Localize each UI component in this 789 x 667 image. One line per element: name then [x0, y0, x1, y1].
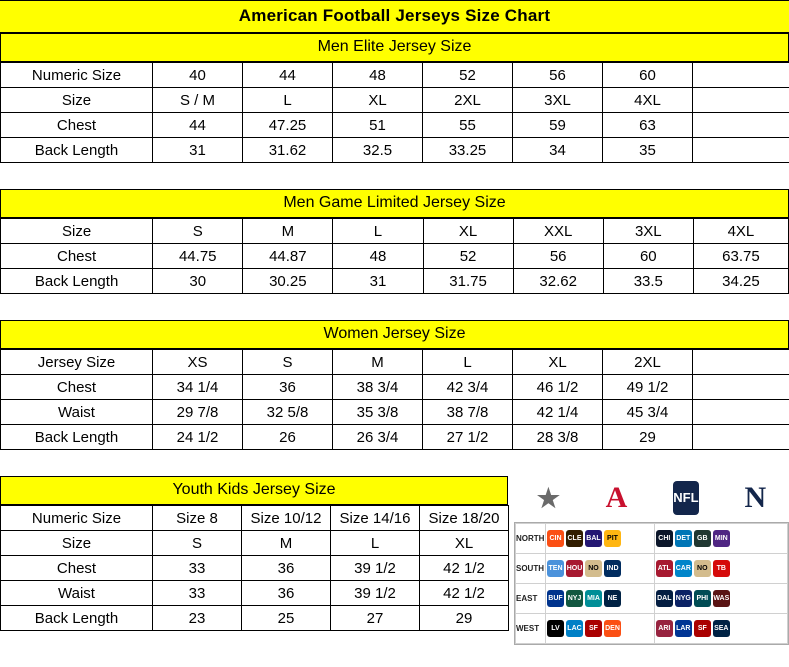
cell: 40 — [153, 63, 243, 88]
cell: M — [333, 350, 423, 375]
division-label-west: WEST — [516, 614, 546, 644]
team-badge: NE — [604, 590, 621, 607]
cell: 4XL — [693, 219, 788, 244]
team-badge: PHI — [694, 590, 711, 607]
section-gap — [0, 163, 789, 189]
cell: 36 — [243, 375, 333, 400]
cell: 26 — [243, 425, 333, 450]
cell: 31.62 — [243, 138, 333, 163]
afc-east-teams — [546, 584, 655, 614]
afc-north-teams — [546, 524, 655, 554]
cell: 38 3/4 — [333, 375, 423, 400]
team-badge: DAL — [656, 590, 673, 607]
section-men-elite — [0, 33, 789, 163]
row-header: Waist — [1, 581, 153, 606]
cell: 30.25 — [243, 269, 333, 294]
cell: Size 18/20 — [420, 506, 509, 531]
cell: 52 — [423, 244, 513, 269]
team-badge: MIA — [585, 590, 602, 607]
cell: 42 3/4 — [423, 375, 513, 400]
cell: XL — [513, 350, 603, 375]
league-logo-row — [514, 476, 789, 520]
cell: L — [333, 219, 423, 244]
division-row — [516, 584, 788, 614]
cell: 26 3/4 — [333, 425, 423, 450]
afc-west-teams — [546, 614, 655, 644]
cell: 2XL — [603, 350, 693, 375]
cell: 25 — [242, 606, 331, 631]
row-header: Jersey Size — [1, 350, 153, 375]
table-row — [1, 556, 509, 581]
team-badge: WAS — [713, 590, 730, 607]
cell: 42 1/2 — [420, 556, 509, 581]
cell: 60 — [603, 244, 693, 269]
cell: M — [242, 531, 331, 556]
cell: 49 1/2 — [603, 375, 693, 400]
table-row — [1, 400, 789, 425]
nfc-logo-icon: N — [744, 481, 767, 514]
cell: S — [243, 350, 333, 375]
cell: 51 — [333, 113, 423, 138]
division-table — [515, 523, 788, 644]
team-badge: PIT — [604, 530, 621, 547]
team-badge: CHI — [656, 530, 673, 547]
cell-empty — [693, 400, 789, 425]
cell: 44 — [153, 113, 243, 138]
division-row — [516, 524, 788, 554]
table-row — [1, 244, 789, 269]
cell: 28 3/8 — [513, 425, 603, 450]
cell: 31 — [333, 269, 423, 294]
cell: 48 — [333, 244, 423, 269]
nfc-north-teams — [654, 524, 787, 554]
cell: 34 — [513, 138, 603, 163]
nfc-east-teams — [654, 584, 787, 614]
team-badge: LAR — [675, 620, 692, 637]
cell: 48 — [333, 63, 423, 88]
cell: 52 — [423, 63, 513, 88]
cell: 63.75 — [693, 244, 788, 269]
team-badge: SF — [585, 620, 602, 637]
cell: 44.87 — [243, 244, 333, 269]
division-label-east: EAST — [516, 584, 546, 614]
table-row — [1, 88, 789, 113]
table-women — [0, 349, 789, 450]
cell: L — [331, 531, 420, 556]
row-header: Chest — [1, 244, 153, 269]
cell: 42 1/2 — [420, 581, 509, 606]
row-header: Back Length — [1, 606, 153, 631]
table-row — [1, 506, 509, 531]
table-row — [1, 606, 509, 631]
cell: S — [153, 531, 242, 556]
team-badge: BAL — [585, 530, 602, 547]
cell: 29 7/8 — [153, 400, 243, 425]
cell-empty — [693, 113, 789, 138]
table-row — [1, 219, 789, 244]
row-header: Chest — [1, 556, 153, 581]
cell: 44.75 — [153, 244, 243, 269]
team-badge: LV — [547, 620, 564, 637]
afc-logo-icon: A — [605, 481, 628, 514]
cell: S — [153, 219, 243, 244]
cell: 23 — [153, 606, 242, 631]
team-badge: LAC — [566, 620, 583, 637]
division-label-south: SOUTH — [516, 554, 546, 584]
cell: L — [243, 88, 333, 113]
nfc-south-teams — [654, 554, 787, 584]
table-row — [1, 425, 789, 450]
cell: 2XL — [423, 88, 513, 113]
cell: 42 1/4 — [513, 400, 603, 425]
cell: 3XL — [513, 88, 603, 113]
cell: 34 1/4 — [153, 375, 243, 400]
team-badge: TB — [713, 560, 730, 577]
team-badge: HOU — [566, 560, 583, 577]
nfl-shield-icon: NFL — [673, 481, 699, 515]
cell: Size 10/12 — [242, 506, 331, 531]
cell-empty — [693, 375, 789, 400]
cell: 47.25 — [243, 113, 333, 138]
team-badge: NYG — [675, 590, 692, 607]
cell: 29 — [603, 425, 693, 450]
section-women — [0, 320, 789, 450]
cell: 30 — [153, 269, 243, 294]
section-youth-and-league — [0, 476, 789, 645]
division-row — [516, 554, 788, 584]
cell: 35 — [603, 138, 693, 163]
row-header: Size — [1, 88, 153, 113]
cell: 24 1/2 — [153, 425, 243, 450]
cell: 63 — [603, 113, 693, 138]
cell: 60 — [603, 63, 693, 88]
row-header: Chest — [1, 375, 153, 400]
cell: 55 — [423, 113, 513, 138]
cell: L — [423, 350, 513, 375]
section-youth-kids — [0, 476, 508, 631]
section-gap — [0, 294, 789, 320]
row-header: Numeric Size — [1, 63, 153, 88]
cell: 29 — [420, 606, 509, 631]
cell: 38 7/8 — [423, 400, 513, 425]
cell: 33.5 — [603, 269, 693, 294]
team-badge: GB — [694, 530, 711, 547]
cell: 4XL — [603, 88, 693, 113]
team-badge: NO — [694, 560, 711, 577]
cell-empty — [693, 63, 789, 88]
division-row — [516, 614, 788, 644]
table-men-game-limited — [0, 218, 789, 294]
cell: 44 — [243, 63, 333, 88]
section-men-game-limited — [0, 189, 789, 294]
team-badge: ARI — [656, 620, 673, 637]
section-heading-women: Women Jersey Size — [0, 320, 789, 349]
cell: 33 — [153, 556, 242, 581]
team-badge: MIN — [713, 530, 730, 547]
table-row — [1, 350, 789, 375]
nfc-west-teams — [654, 614, 787, 644]
cell: 39 1/2 — [331, 581, 420, 606]
cell: XS — [153, 350, 243, 375]
table-row — [1, 63, 789, 88]
row-header: Size — [1, 219, 153, 244]
row-header: Back Length — [1, 425, 153, 450]
league-logo-panel — [508, 476, 789, 645]
section-heading-men-game-limited: Men Game Limited Jersey Size — [0, 189, 789, 218]
section-gap — [0, 450, 789, 476]
table-row — [1, 269, 789, 294]
division-label-north: NORTH — [516, 524, 546, 554]
team-badge: TEN — [547, 560, 564, 577]
team-badge: CLE — [566, 530, 583, 547]
cell: 32.62 — [513, 269, 603, 294]
row-header: Back Length — [1, 138, 153, 163]
team-badge: BUF — [547, 590, 564, 607]
team-badge: IND — [604, 560, 621, 577]
row-header: Waist — [1, 400, 153, 425]
cell: 59 — [513, 113, 603, 138]
table-youth-kids — [0, 505, 509, 631]
table-row — [1, 113, 789, 138]
cell: 34.25 — [693, 269, 788, 294]
section-heading-youth-kids: Youth Kids Jersey Size — [0, 476, 508, 505]
cell: XL — [420, 531, 509, 556]
division-team-grid — [514, 522, 789, 645]
cell: 39 1/2 — [331, 556, 420, 581]
team-badge: SF — [694, 620, 711, 637]
team-badge: ATL — [656, 560, 673, 577]
row-header: Chest — [1, 113, 153, 138]
cell: 56 — [513, 244, 603, 269]
row-header: Size — [1, 531, 153, 556]
section-heading-men-elite: Men Elite Jersey Size — [0, 33, 789, 62]
cell: Size 14/16 — [331, 506, 420, 531]
cell: 27 1/2 — [423, 425, 513, 450]
table-row — [1, 138, 789, 163]
team-badge: DEN — [604, 620, 621, 637]
table-row — [1, 581, 509, 606]
cell: 56 — [513, 63, 603, 88]
row-header: Numeric Size — [1, 506, 153, 531]
afc-south-teams — [546, 554, 655, 584]
cell: 32 5/8 — [243, 400, 333, 425]
page-title: American Football Jerseys Size Chart — [0, 0, 789, 33]
cell: XL — [333, 88, 423, 113]
cell-empty — [693, 425, 789, 450]
cell: XXL — [513, 219, 603, 244]
pro-bowl-star-icon: ★ — [536, 482, 561, 513]
cell: 27 — [331, 606, 420, 631]
cell: XL — [423, 219, 513, 244]
cell: S / M — [153, 88, 243, 113]
table-row — [1, 531, 509, 556]
cell: 3XL — [603, 219, 693, 244]
cell: 32.5 — [333, 138, 423, 163]
table-men-elite — [0, 62, 789, 163]
cell: 33.25 — [423, 138, 513, 163]
table-row — [1, 375, 789, 400]
cell: 35 3/8 — [333, 400, 423, 425]
team-badge: NYJ — [566, 590, 583, 607]
row-header: Back Length — [1, 269, 153, 294]
cell-empty — [693, 138, 789, 163]
cell: 36 — [242, 556, 331, 581]
cell: 46 1/2 — [513, 375, 603, 400]
cell-empty — [693, 350, 789, 375]
cell: 36 — [242, 581, 331, 606]
cell: 31.75 — [423, 269, 513, 294]
team-badge: NO — [585, 560, 602, 577]
team-badge: SEA — [713, 620, 730, 637]
cell: 31 — [153, 138, 243, 163]
team-badge: CIN — [547, 530, 564, 547]
team-badge: CAR — [675, 560, 692, 577]
cell: Size 8 — [153, 506, 242, 531]
cell: M — [243, 219, 333, 244]
cell: 33 — [153, 581, 242, 606]
cell: 45 3/4 — [603, 400, 693, 425]
team-badge: DET — [675, 530, 692, 547]
cell-empty — [693, 88, 789, 113]
